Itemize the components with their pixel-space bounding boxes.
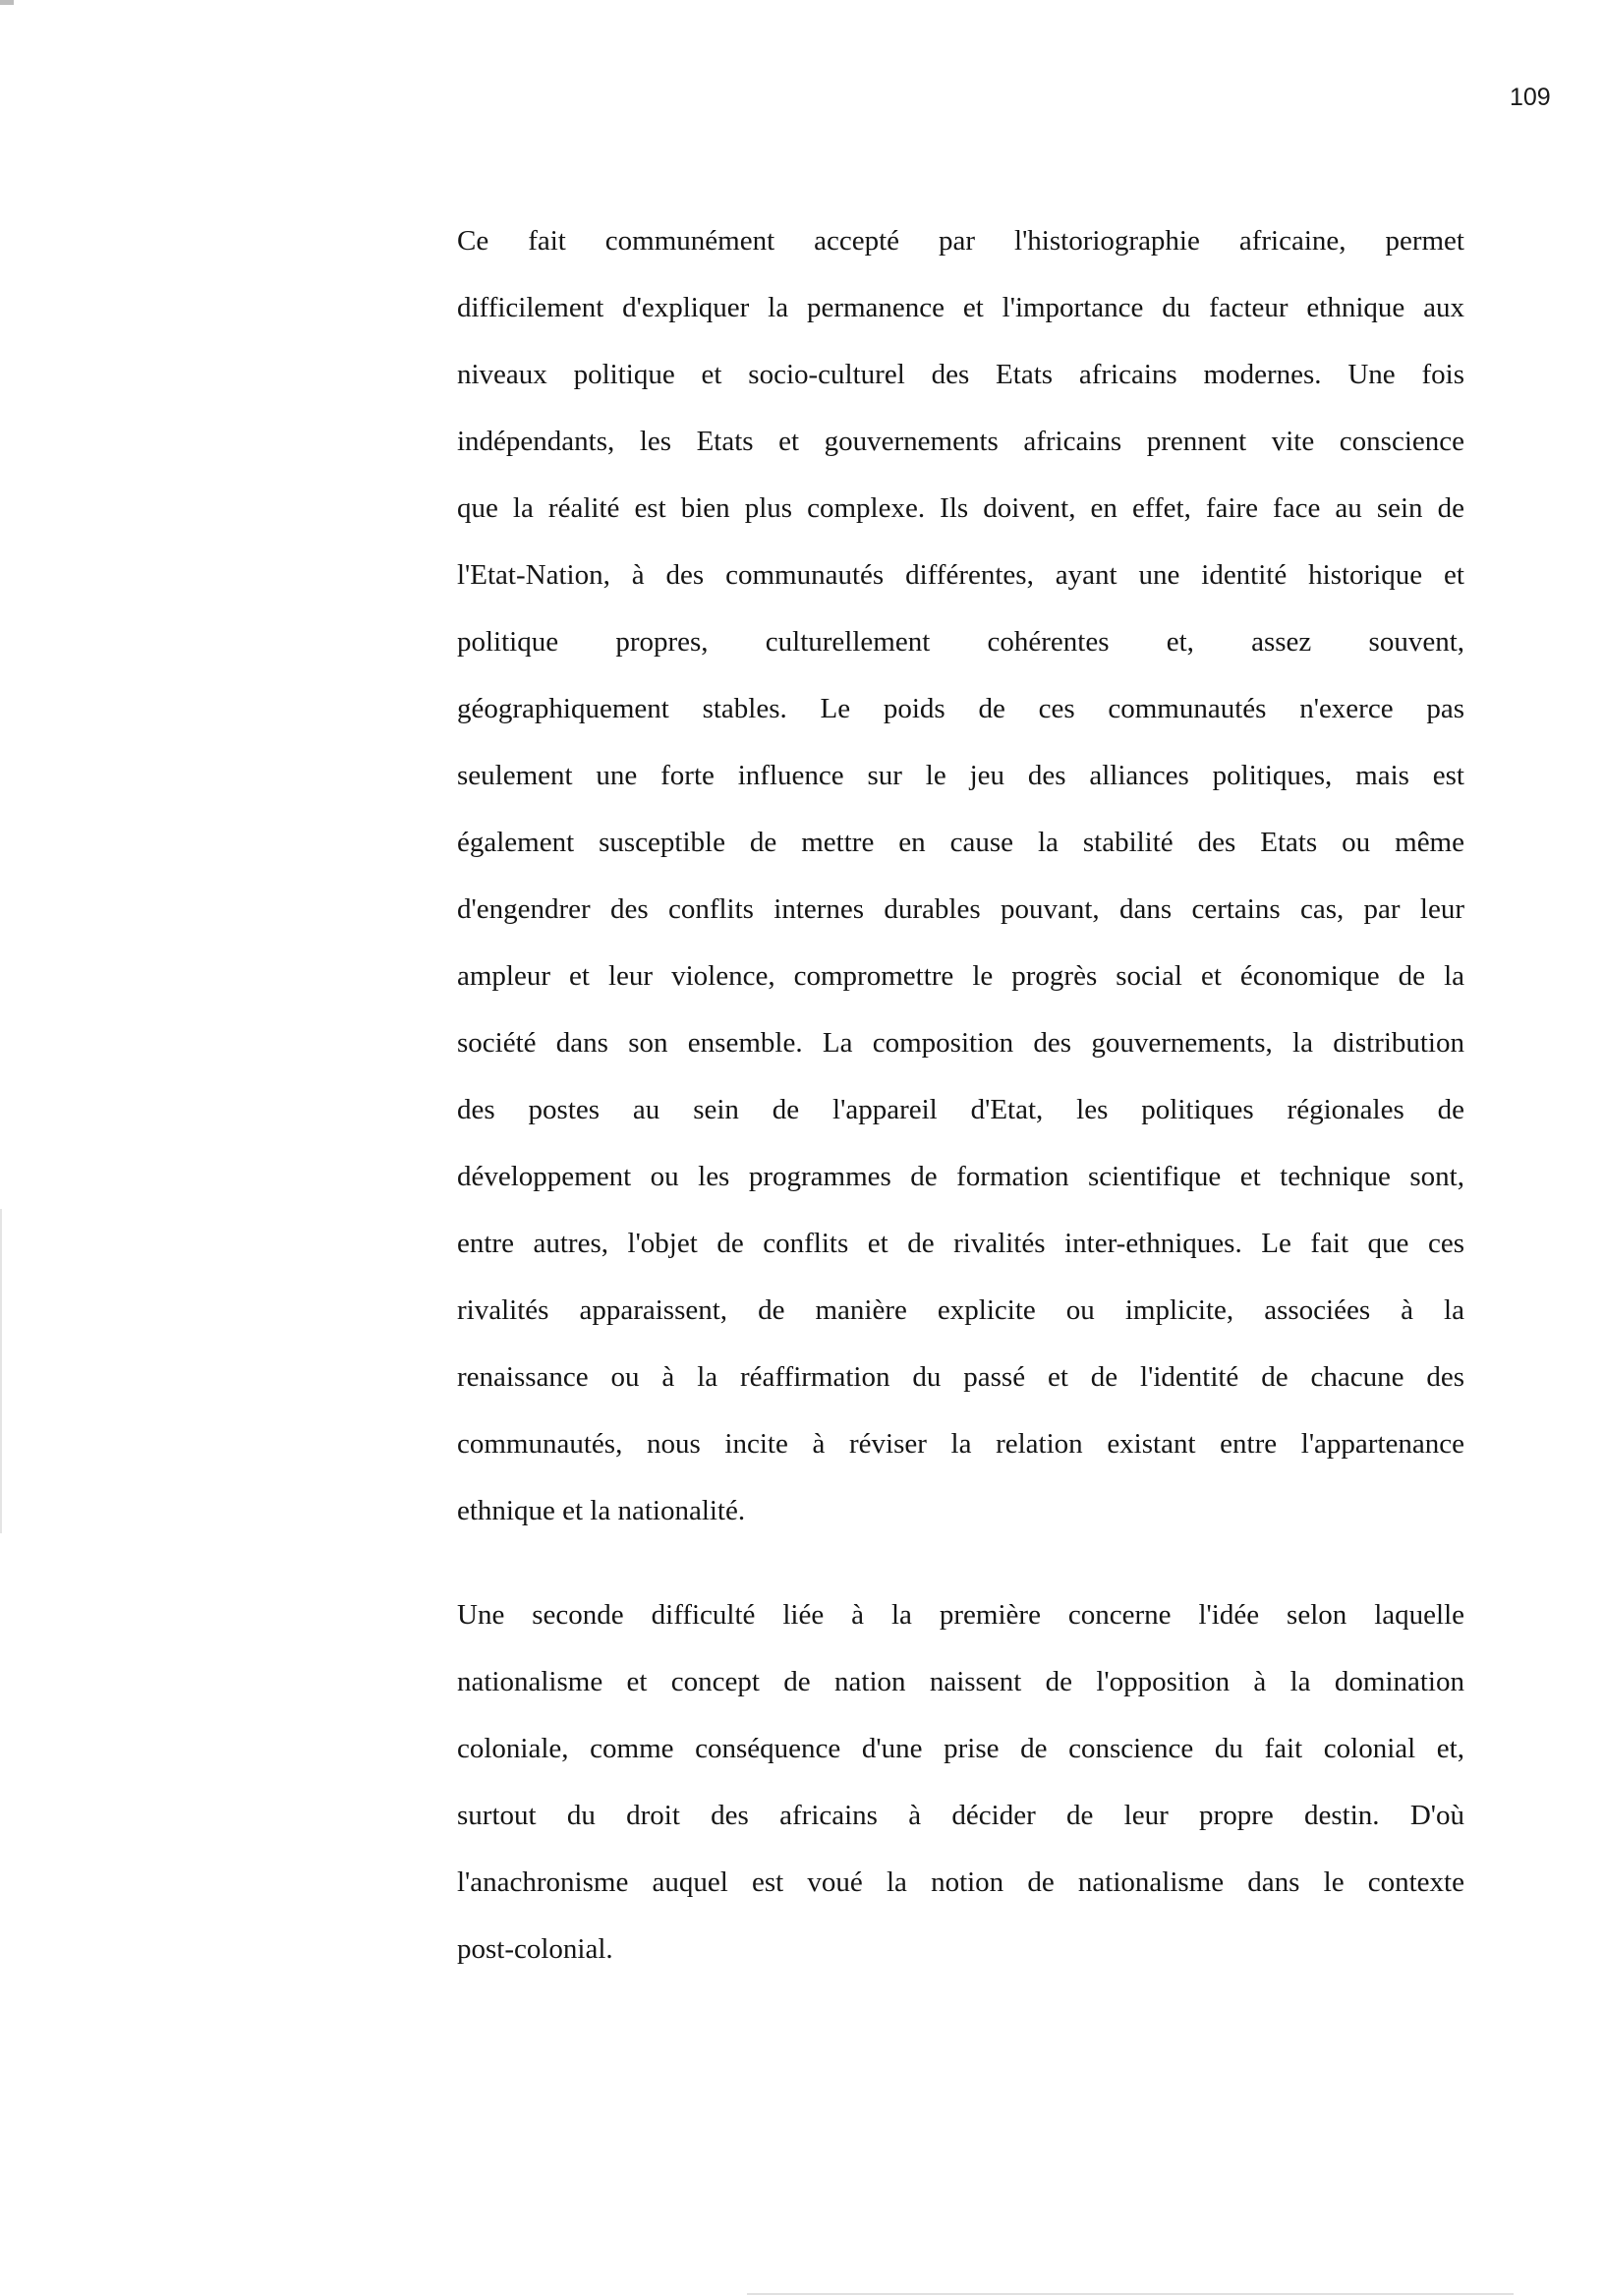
scan-artifact-bottom <box>747 2293 1514 2295</box>
paragraph-line: post-colonial. <box>457 1933 613 1965</box>
paragraph-line: également susceptible de mettre en cause la stabilité des Etats ou même <box>457 827 1464 858</box>
paragraph-line: indépendants, les Etats et gouvernements africains prennent vite conscience <box>457 426 1464 457</box>
paragraph-line: l'anachronisme auquel est voué la notion de nationalisme dans le contexte <box>457 1866 1464 1898</box>
paragraph-line: politique propres, culturellement cohérentes et, assez souvent, <box>457 626 1464 658</box>
paragraph-line: renaissance ou à la réaffirmation du passé et de l'identité de chacune des <box>457 1361 1464 1393</box>
paragraph-line: rivalités apparaissent, de manière explicite ou implicite, associées à la <box>457 1294 1464 1326</box>
paragraph-line: géographiquement stables. Le poids de ces communautés n'exerce pas <box>457 693 1464 724</box>
paragraph-line: difficilement d'expliquer la permanence et l'importance du facteur ethnique aux <box>457 292 1464 323</box>
paragraph-line: ethnique et la nationalité. <box>457 1495 746 1526</box>
paragraph-line: nationalisme et concept de nation naissent de l'opposition à la domination <box>457 1666 1464 1697</box>
paragraph-1 <box>457 207 1464 1544</box>
paragraph-line: seulement une forte influence sur le jeu des alliances politiques, mais est <box>457 760 1464 791</box>
paragraph-line: surtout du droit des africains à décider de leur propre destin. D'où <box>457 1800 1464 1831</box>
paragraph-line: que la réalité est bien plus complexe. Ils doivent, en effet, faire face au sein de <box>457 492 1464 524</box>
paragraph-line: ampleur et leur violence, compromettre le progrès social et économique de la <box>457 960 1464 992</box>
paragraph-line: niveaux politique et socio-culturel des Etats africains modernes. Une fois <box>457 359 1464 390</box>
paragraph-line: entre autres, l'objet de conflits et de rivalités inter-ethniques. Le fait que ces <box>457 1228 1464 1259</box>
scan-artifact-top <box>0 0 14 5</box>
paragraph-line: coloniale, comme conséquence d'une prise de conscience du fait colonial et, <box>457 1733 1464 1764</box>
paragraph-line: Ce fait communément accepté par l'historiographie africaine, permet <box>457 225 1464 257</box>
page-number: 109 <box>1510 84 1551 111</box>
paragraph-2 <box>457 1581 1464 1982</box>
paragraph-line: développement ou les programmes de formation scientifique et technique sont, <box>457 1161 1464 1192</box>
paragraph-line: l'Etat-Nation, à des communautés différentes, ayant une identité historique et <box>457 559 1464 591</box>
paragraph-line: Une seconde difficulté liée à la première concerne l'idée selon laquelle <box>457 1599 1464 1631</box>
paragraph-line: d'engendrer des conflits internes durables pouvant, dans certains cas, par leur <box>457 893 1464 925</box>
paragraph-line: des postes au sein de l'appareil d'Etat, les politiques régionales de <box>457 1094 1464 1125</box>
paragraph-line: communautés, nous incite à réviser la relation existant entre l'appartenance <box>457 1428 1464 1460</box>
scan-artifact-left <box>0 1209 2 1533</box>
paragraph-line: société dans son ensemble. La composition des gouvernements, la distribution <box>457 1027 1464 1059</box>
